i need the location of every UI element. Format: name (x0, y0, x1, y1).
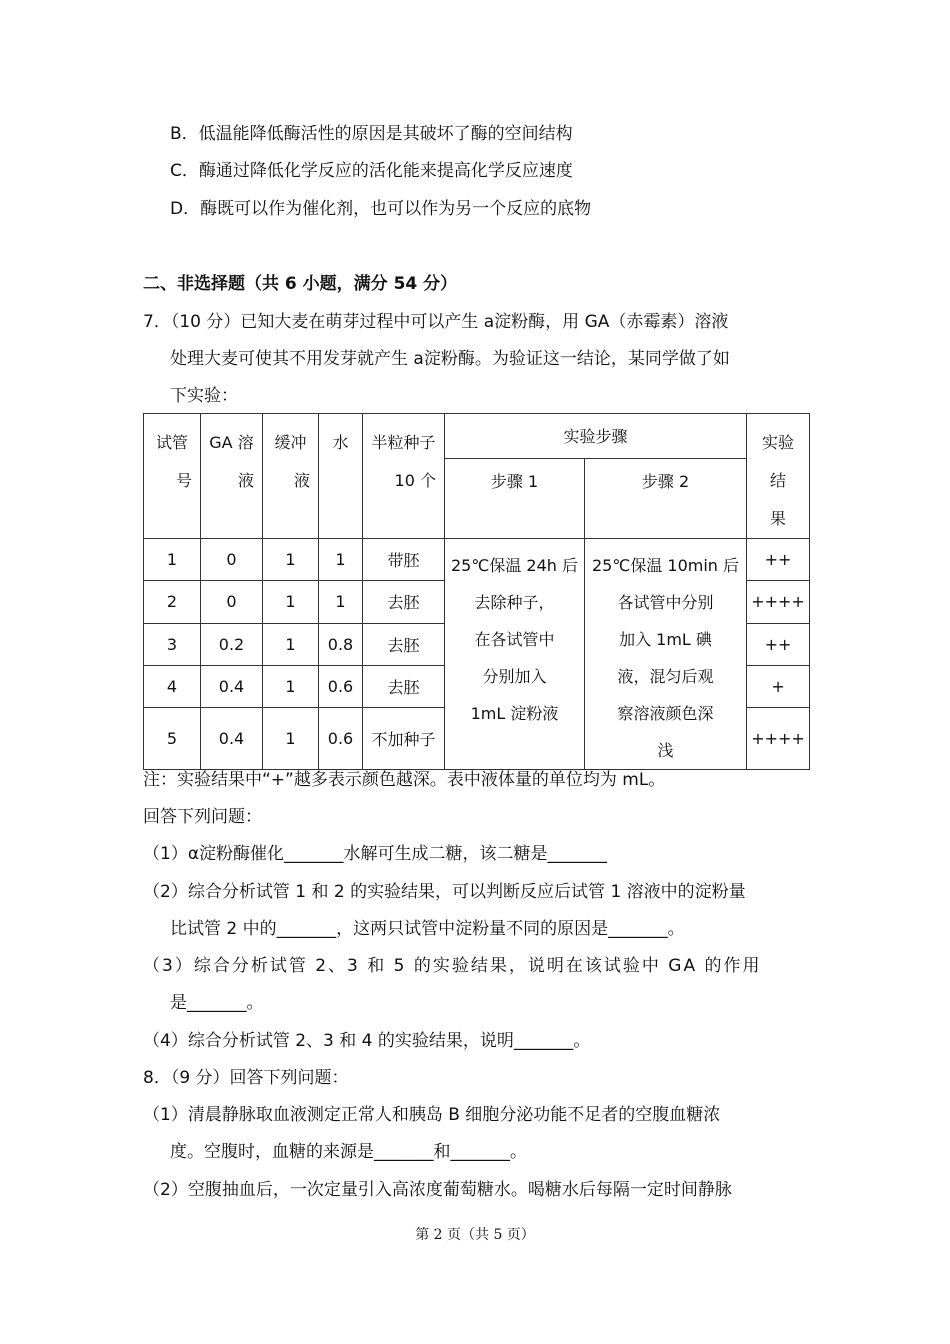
cell-step1 (445, 539, 585, 770)
step2-line: 加入 1mL 碘 (619, 630, 712, 649)
option-c: C．酶通过降低化学反应的活化能来提高化学反应速度 (170, 161, 573, 181)
page-footer: 第 2 页（共 5 页） (415, 1227, 535, 1243)
step2-line: 液，混匀后观 (617, 667, 714, 686)
cell-water: 0.6 (319, 665, 363, 707)
q7-line-1: 7．（10 分）已知大麦在萌芽过程中可以产生 a￼淀粉酶，用 GA（赤霉素）溶液 (143, 312, 729, 332)
cell-tube: 1 (144, 539, 201, 581)
cell-water: 0.6 (319, 708, 363, 770)
step2-line: 各试管中分别 (617, 593, 714, 612)
step1-line: 去除种子， (474, 593, 555, 612)
cell-ga: 0.4 (201, 665, 263, 707)
cell-result: ++ (747, 539, 810, 581)
cell-result: ++++ (747, 708, 810, 770)
cell-seed: 带胚 (363, 539, 445, 581)
cell-ga: 0 (201, 581, 263, 623)
q7-sub-2a: （2）综合分析试管 1 和 2 的实验结果，可以判断反应后试管 1 溶液中的淀粉量 (143, 882, 746, 902)
q7-sub-1: （1）α￼淀粉酶催化_______水解可生成二糖，该二糖是_______ (143, 844, 608, 864)
header-water-line: 水 (332, 433, 349, 452)
header-buffer (263, 414, 319, 539)
header-ga-line: 液 (237, 471, 254, 490)
cell-seed: 去胚 (363, 665, 445, 707)
step1-line: 1mL 淀粉液 (470, 704, 559, 723)
q7-sub-3b: 是_______。 (170, 993, 264, 1013)
cell-buffer: 1 (263, 581, 319, 623)
cell-water: 0.8 (319, 623, 363, 665)
table-row (144, 539, 810, 581)
cell-seed: 去胚 (363, 581, 445, 623)
header-seed (363, 414, 445, 539)
cell-result: + (747, 665, 810, 707)
cell-seed: 不加种子 (363, 708, 445, 770)
header-result-line: 结 (770, 471, 787, 490)
q8-title: 8．（9 分）回答下列问题： (143, 1068, 349, 1088)
cell-buffer: 1 (263, 665, 319, 707)
header-buffer-line: 液 (293, 471, 310, 490)
header-tube (144, 414, 201, 539)
header-buffer-line: 缓冲 (274, 433, 307, 452)
q7-sub-2b: 比试管 2 中的_______，这两只试管中淀粉量不同的原因是_______。 (170, 919, 685, 939)
q7-sub-3a: （3）综合分析试管 2、3 和 5 的实验结果，说明在该试验中 GA 的作用 (143, 956, 762, 976)
cell-buffer: 1 (263, 623, 319, 665)
cell-tube: 3 (144, 623, 201, 665)
header-seed-line: 10 个 (394, 471, 436, 490)
step1-line: 在各试管中 (474, 630, 555, 649)
header-steps: 实验步骤 (445, 414, 747, 459)
header-tube-line: 试管 (155, 433, 188, 452)
header-result (747, 414, 810, 539)
cell-tube: 2 (144, 581, 201, 623)
step1-line: 25℃保温 24h 后 (450, 556, 578, 575)
q8-sub-1a: （1）清晨静脉取血液测定正常人和胰岛 B 细胞分泌功能不足者的空腹血糖浓 (143, 1105, 721, 1125)
step2-line: 25℃保温 10min 后 (591, 556, 740, 575)
option-b: B．低温能降低酶活性的原因是其破坏了酶的空间结构 (170, 124, 573, 144)
cell-result: ++++ (747, 581, 810, 623)
q8-sub-1b: 度。空腹时，血糖的来源是_______和_______。 (170, 1142, 527, 1162)
answer-prompt: 回答下列问题： (143, 807, 262, 827)
cell-water: 1 (319, 539, 363, 581)
q8-sub-2: （2）空腹抽血后，一次定量引入高浓度葡萄糖水。喝糖水后每隔一定时间静脉 (143, 1180, 732, 1200)
cell-result: ++ (747, 623, 810, 665)
header-result-line: 果 (770, 509, 787, 528)
cell-tube: 4 (144, 665, 201, 707)
cell-ga: 0.2 (201, 623, 263, 665)
step2-line: 浅 (657, 741, 674, 760)
cell-buffer: 1 (263, 708, 319, 770)
option-d: D．酶既可以作为催化剂，也可以作为另一个反应的底物 (170, 199, 592, 219)
table-note: 注：实验结果中“+”越多表示颜色越深。表中液体量的单位均为 mL。 (143, 770, 666, 790)
section-title: 二、非选择题（共 6 小题，满分 54 分） (143, 274, 458, 294)
step1-line: 分别加入 (482, 667, 547, 686)
header-tube-line: 号 (175, 471, 192, 490)
cell-ga: 0.4 (201, 708, 263, 770)
cell-step2 (585, 539, 747, 770)
q7-line-3: 下实验： (170, 386, 238, 406)
cell-ga: 0 (201, 539, 263, 581)
header-ga (201, 414, 263, 539)
q7-line-2: 处理大麦可使其不用发芽就产生 a￼淀粉酶。为验证这一结论，某同学做了如 (170, 349, 730, 369)
cell-buffer: 1 (263, 539, 319, 581)
q7-sub-4: （4）综合分析试管 2、3 和 4 的实验结果，说明_______。 (143, 1031, 591, 1051)
header-seed-line: 半粒种子 (371, 433, 436, 452)
header-step1: 步骤 1 (445, 458, 585, 538)
step2-line: 察溶液颜色深 (617, 704, 714, 723)
header-water (319, 414, 363, 539)
header-result-line: 实验 (762, 433, 795, 452)
cell-water: 1 (319, 581, 363, 623)
header-ga-line: GA 溶 (209, 433, 254, 452)
header-step2: 步骤 2 (585, 458, 747, 538)
cell-tube: 5 (144, 708, 201, 770)
experiment-table (143, 413, 810, 770)
cell-seed: 去胚 (363, 623, 445, 665)
